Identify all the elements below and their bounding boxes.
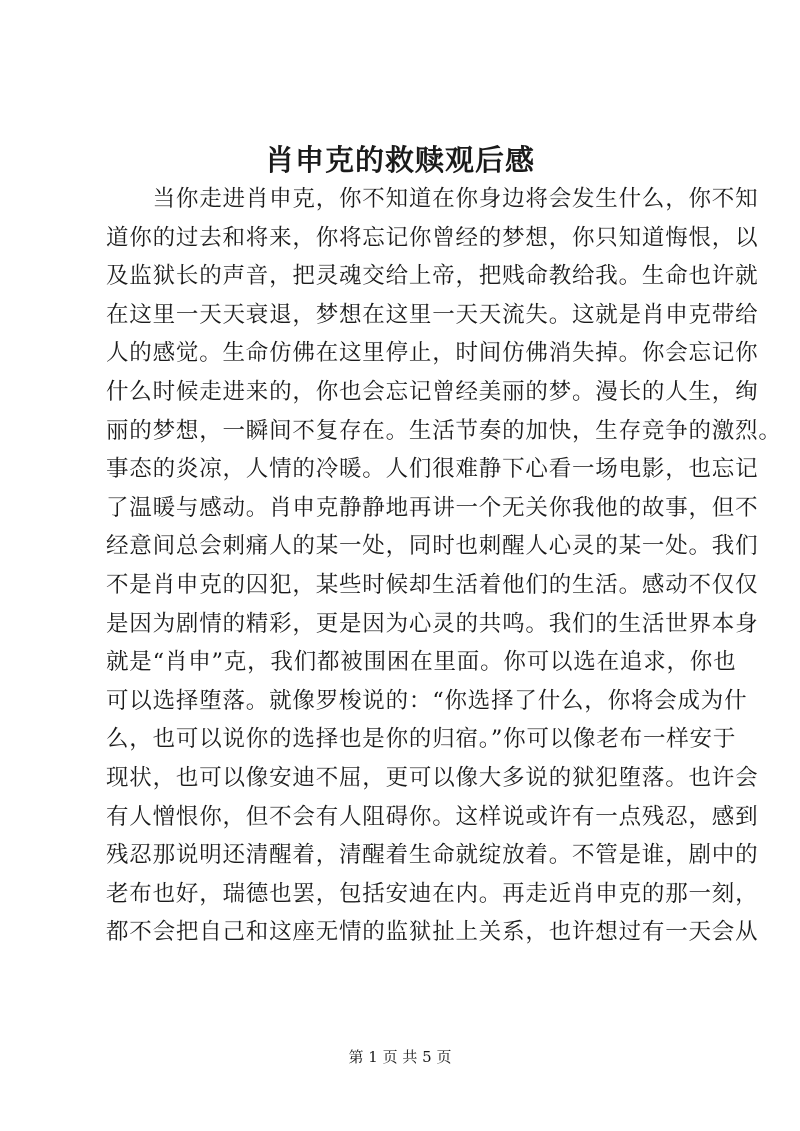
body-line: 有人憎恨你，但不会有人阻碍你。这样说或许有一点残忍，感到 <box>106 803 759 830</box>
body-line: 及监狱长的声音，把灵魂交给上帝，把贱命教给我。生命也许就 <box>106 263 759 290</box>
body-line: 事态的炎凉，人情的冷暖。人们很难静下心看一场电影，也忘记 <box>106 456 759 483</box>
page-footer: 第 1 页 共 5 页 <box>348 1048 452 1066</box>
body-line: 经意间总会刺痛人的某一处，同时也刺醒人心灵的某一处。我们 <box>106 533 759 560</box>
body-line: 都不会把自己和这座无情的监狱扯上关系，也许想过有一天会从 <box>106 919 759 946</box>
body-line: 老布也好，瑞德也罢，包括安迪在内。再走近肖申克的那一刻， <box>106 880 759 907</box>
body-line: 在这里一天天衰退，梦想在这里一天天流失。这就是肖申克带给 <box>106 301 759 328</box>
body-line: 人的感觉。生命仿佛在这里停止，时间仿佛消失掉。你会忘记你 <box>106 340 759 367</box>
body-line: 就是“肖申”克，我们都被围困在里面。你可以选在追求，你也 <box>106 649 737 676</box>
body-line: 是因为剧情的精彩，更是因为心灵的共鸣。我们的生活世界本身 <box>106 610 759 637</box>
body-line: 残忍那说明还清醒着，清醒着生命就绽放着。不管是谁，剧中的 <box>106 842 759 869</box>
document-body <box>106 180 782 952</box>
body-line: 道你的过去和将来，你将忘记你曾经的梦想，你只知道悔恨，以 <box>106 224 759 251</box>
body-line: 了温暖与感动。肖申克静静地再讲一个无关你我他的故事，但不 <box>106 494 759 521</box>
body-line: 么，也可以说你的选择也是你的归宿。”你可以像老布一样安于 <box>106 726 737 753</box>
body-line: 可以选择堕落。就像罗梭说的：“你选择了什么，你将会成为什 <box>106 687 748 714</box>
body-line: 丽的梦想，一瞬间不复存在。生活节奏的加快，生存竞争的激烈。 <box>106 417 782 444</box>
body-line: 现状，也可以像安迪不屈，更可以像大多说的狱犯堕落。也许会 <box>106 764 759 791</box>
body-line: 不是肖申克的囚犯，某些时候却生活着他们的生活。感动不仅仅 <box>106 571 759 598</box>
body-line: 什么时候走进来的，你也会忘记曾经美丽的梦。漫长的人生，绚 <box>106 378 759 405</box>
body-line: 当你走进肖申克，你不知道在你身边将会发生什么，你不知 <box>106 186 759 212</box>
document-title: 肖申克的救赎观后感 <box>264 143 535 177</box>
